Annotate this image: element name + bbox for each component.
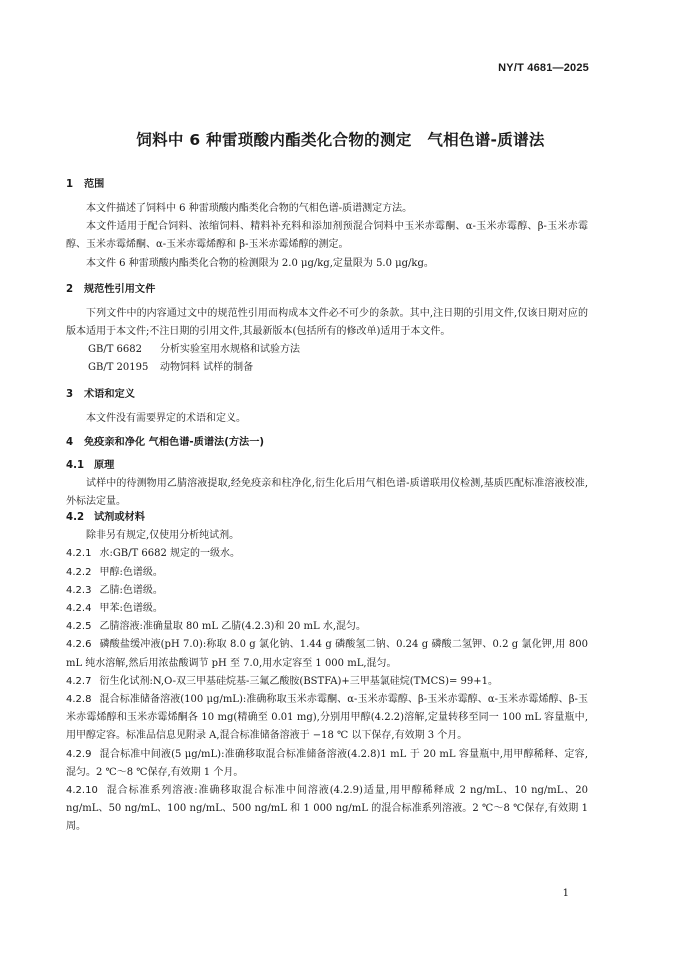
clause-text: 甲苯:色谱级。 <box>99 603 163 615</box>
paragraph: 本文件 6 种雷琐酸内酯类化合物的检测限为 2.0 μg/kg,定量限为 5.0 μg/kg。 <box>86 257 434 269</box>
paragraph: 试样中的待测物用乙腈溶液提取,经免疫亲和柱净化,衍生化后用气相色谱-质谱联用仪检测,基质匹配标准溶液校准,外标法定量。 <box>66 477 588 508</box>
reference-title: 动物饲料 试样的制备 <box>160 362 254 374</box>
section-title: 术语和定义 <box>84 388 135 400</box>
clause-number: 4.2.5 <box>66 621 92 633</box>
clause-number: 4.2.7 <box>66 675 92 687</box>
clause-number: 4.2.1 <box>66 548 92 560</box>
page-number: 1 <box>562 888 569 899</box>
clause-item <box>66 600 588 618</box>
clause-text: 水:GB/T 6682 规定的一级水。 <box>99 548 241 560</box>
reference-title: 分析实验室用水规格和试验方法 <box>160 344 300 356</box>
clause-item <box>66 636 588 672</box>
subsection-4-1-heading <box>66 459 588 473</box>
clause-item <box>66 618 588 636</box>
clause-text: 混合标准储备溶液(100 μg/mL):准确称取玉米赤霉酮、α-玉米赤霉醇、β-玉米赤霉醇、α-玉米赤霉烯醇、β-玉米赤霉烯醇和玉米赤霉烯酮各 10 mg(精确至 0.01 mg),分别用甲醇(4.2.2)溶解,定量转移至同一 100 mL 容量瓶中,用甲醇定容。标准品信息见附录 A,混合标准储备溶液于 −18 ℃ 以下保存,有效期 3 个月。 <box>66 694 588 742</box>
clause-number: 4.2.10 <box>66 785 98 797</box>
standard-code: NY/T 4681—2025 <box>498 62 589 74</box>
document-body <box>66 178 588 837</box>
subsection-number: 4.2 <box>66 512 85 524</box>
clause-item <box>66 782 588 837</box>
section-title: 范围 <box>84 179 105 190</box>
section-4-heading <box>66 436 588 450</box>
clause-text: 混合标准系列溶液:准确移取混合标准中间溶液(4.2.9)适量,用甲醇稀释成 2 ng/mL、10 ng/mL、20 ng/mL、50 ng/mL、100 ng/mL、500 ng/mL 和 1 000 ng/mL 的混合标准系列溶液。2 ℃～8 ℃保存,有效期 1 周。 <box>66 785 588 833</box>
clause-item <box>66 691 588 746</box>
clause-number: 4.2.6 <box>66 639 92 651</box>
paragraph: 除非另有规定,仅使用分析纯试剂。 <box>86 530 240 542</box>
paragraph: 本文件适用于配合饲料、浓缩饲料、精料补充料和添加剂预混合饲料中玉米赤霉酮、α-玉米赤霉醇、β-玉米赤霉醇、玉米赤霉烯酮、α-玉米赤霉烯醇和 β-玉米赤霉烯醇的测定。 <box>66 221 588 251</box>
paragraph: 本文件描述了饲料中 6 种雷琐酸内酯类化合物的气相色谱-质谱测定方法。 <box>86 203 413 214</box>
paragraph: 下列文件中的内容通过文中的规范性引用而构成本文件必不可少的条款。其中,注日期的引用文件,仅该日期对应的版本适用于本文件;不注日期的引用文件,其最新版本(包括所有的修改单)适用于本文件。 <box>66 307 588 338</box>
clause-text: 混合标准中间液(5 μg/mL):准确移取混合标准储备溶液(4.2.8)1 mL 于 20 mL 容量瓶中,用甲醇稀释、定容,混匀。2 ℃～8 ℃保存,有效期 1 个月。 <box>66 748 588 778</box>
clause-text: 磷酸盐缓冲液(pH 7.0):称取 8.0 g 氯化钠、1.44 g 磷酸氢二钠、0.24 g 磷酸二氢钾、0.2 g 氯化钾,用 800 mL 纯水溶解,然后用浓盐酸调节 pH 至 7.0,用水定容至 1 000 mL,混匀。 <box>66 639 588 669</box>
section-number: 3 <box>66 388 74 400</box>
reference-code: GB/T 20195 <box>88 362 149 374</box>
section-title: 免疫亲和净化 气相色谱-质谱法(方法一) <box>84 436 265 448</box>
reference-item <box>66 359 588 377</box>
document-title: 饲料中 6 种雷琐酸内酯类化合物的测定 气相色谱-质谱法 <box>136 131 545 149</box>
clause-number: 4.2.3 <box>66 584 92 596</box>
clause-text: 甲醇:色谱级。 <box>99 566 163 578</box>
section-number: 1 <box>66 179 74 190</box>
subsection-title: 试剂或材料 <box>94 512 145 524</box>
subsection-4-2-heading <box>66 511 588 525</box>
clause-item <box>66 564 588 582</box>
clause-number: 4.2.9 <box>66 748 92 760</box>
clause-number: 4.2.8 <box>66 694 92 706</box>
clause-item <box>66 673 588 691</box>
subsection-number: 4.1 <box>66 459 85 471</box>
section-1-heading <box>66 178 588 192</box>
clause-number: 4.2.2 <box>66 566 92 578</box>
clause-item <box>66 746 588 782</box>
reference-code: GB/T 6682 <box>88 344 143 356</box>
clause-text: 乙腈:色谱级。 <box>99 584 163 596</box>
section-2-heading <box>66 283 588 297</box>
reference-item <box>66 341 588 359</box>
clause-item <box>66 582 588 600</box>
clause-number: 4.2.4 <box>66 603 92 615</box>
section-title: 规范性引用文件 <box>84 283 156 295</box>
clause-item <box>66 545 588 563</box>
subsection-title: 原理 <box>94 459 115 471</box>
clause-text: 衍生化试剂:N,O-双三甲基硅烷基-三氟乙酸胺(BSTFA)+三甲基氯硅烷(TMCS)= 99+1。 <box>99 675 499 687</box>
clause-text: 乙腈溶液:准确量取 80 mL 乙腈(4.2.3)和 20 mL 水,混匀。 <box>99 621 367 633</box>
section-number: 2 <box>66 283 74 295</box>
section-number: 4 <box>66 436 74 448</box>
paragraph: 本文件没有需要界定的术语和定义。 <box>86 412 246 424</box>
section-3-heading <box>66 388 588 402</box>
